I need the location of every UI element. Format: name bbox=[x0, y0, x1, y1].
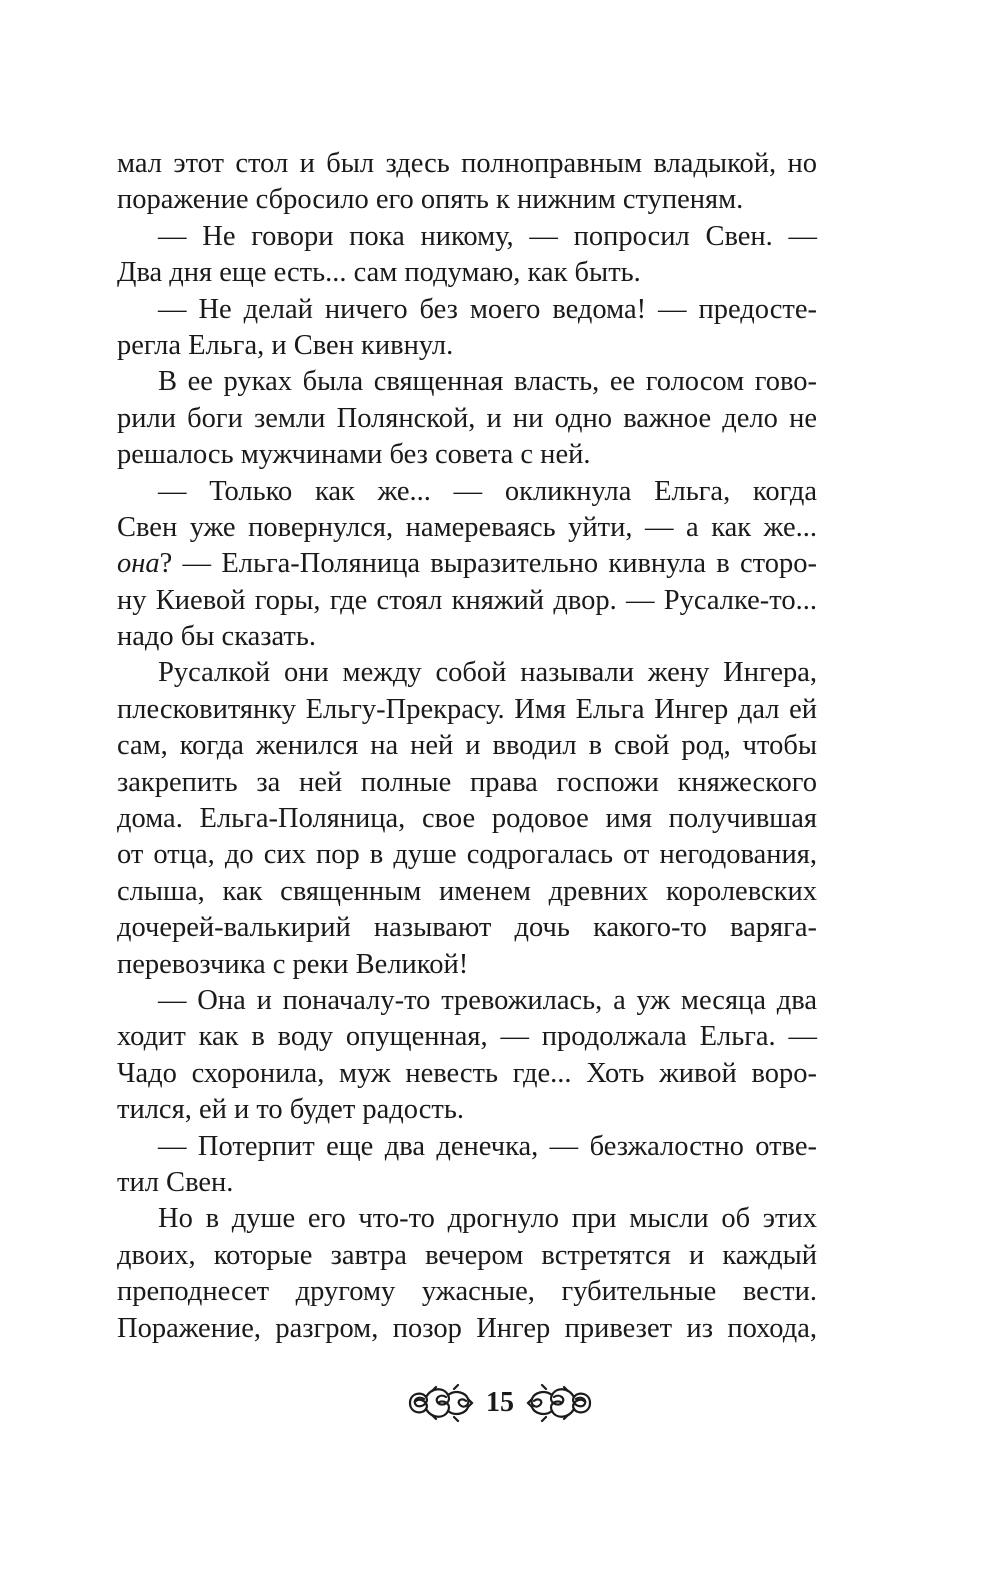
line-text: закрепить за ней полные права госпожи княжеского bbox=[117, 766, 817, 798]
text-line bbox=[117, 546, 817, 582]
line-text: перевозчика с реки Великой! bbox=[117, 948, 469, 980]
text-line bbox=[117, 292, 817, 328]
page-number: 15 bbox=[486, 1387, 514, 1418]
text-line bbox=[117, 874, 817, 910]
line-text: — Не говори пока никому, — попросил Свен. — bbox=[158, 220, 817, 252]
text-line bbox=[117, 1238, 817, 1274]
line-text: решалось мужчинами без совета с ней. bbox=[117, 439, 591, 471]
line-text: рили боги земли Полянской, и ни одно важное дело не bbox=[117, 402, 817, 434]
text-line bbox=[117, 947, 817, 983]
line-text: Русалкой они между собой называли жену Ингера, bbox=[158, 657, 817, 689]
text-line bbox=[117, 437, 817, 473]
text-line bbox=[117, 1092, 817, 1128]
text-line bbox=[117, 255, 817, 291]
text-line bbox=[117, 182, 817, 218]
line-text: плесковитянку Ельгу-Прекрасу. Имя Ельга Ингер дал ей bbox=[117, 693, 817, 725]
line-text: В ее руках была священная власть, ее голосом гово- bbox=[158, 366, 817, 398]
line-text: тил Свен. bbox=[117, 1166, 234, 1198]
text-line bbox=[117, 837, 817, 873]
left-knot-ornament-icon bbox=[406, 1383, 474, 1423]
text-line bbox=[117, 1201, 817, 1237]
line-text: сам, когда женился на ней и вводил в свой род, чтобы bbox=[117, 730, 817, 762]
line-text: мал этот стол и был здесь полноправным владыкой, но bbox=[117, 148, 817, 179]
body-text bbox=[117, 146, 817, 1347]
right-knot-ornament-icon bbox=[526, 1383, 594, 1423]
text-line bbox=[117, 728, 817, 764]
line-text: — Она и поначалу-то тревожилась, а уж месяца два bbox=[158, 984, 817, 1016]
line-text: — Только как же... — окликнула Ельга, когда bbox=[158, 475, 817, 507]
text-line bbox=[117, 619, 817, 655]
line-text: Свен уже повернулся, намереваясь уйти, — а как же... bbox=[117, 511, 817, 543]
text-line bbox=[117, 146, 817, 182]
text-line bbox=[117, 692, 817, 728]
text-line bbox=[117, 1311, 817, 1347]
line-text: надо бы сказать. bbox=[117, 621, 317, 653]
text-line bbox=[117, 474, 817, 510]
line-text: регла Ельга, и Свен кивнул. bbox=[117, 329, 454, 361]
line-text: слыша, как священным именем древних королевских bbox=[117, 875, 817, 907]
italic-word: она bbox=[117, 548, 160, 580]
line-text: Два дня еще есть... сам подумаю, как быть. bbox=[117, 257, 641, 289]
text-line bbox=[117, 910, 817, 946]
line-text: Поражение, разгром, позор Ингер привезет из похода, bbox=[117, 1312, 817, 1344]
text-line bbox=[117, 1165, 817, 1201]
line-text: от отца, до сих пор в душе содрогалась от негодования, bbox=[117, 839, 817, 871]
line-text: Чадо схоронила, муж невесть где... Хоть живой воро- bbox=[117, 1057, 817, 1089]
line-text: тился, ей и то будет радость. bbox=[117, 1094, 464, 1126]
text-line bbox=[117, 219, 817, 255]
line-text: ходит как в воду опущенная, — продолжала Ельга. — bbox=[117, 1021, 817, 1053]
text-line bbox=[117, 1274, 817, 1310]
line-text: ? — Ельга-Поляница выразительно кивнула в сторо- bbox=[159, 548, 817, 580]
text-line bbox=[117, 1129, 817, 1165]
line-text: ну Киевой горы, где стоял княжий двор. — Русалке-то... bbox=[117, 584, 817, 616]
line-text: преподнесет другому ужасные, губительные вести. bbox=[117, 1276, 817, 1308]
text-line bbox=[117, 401, 817, 437]
line-text: — Не делай ничего без моего ведома! — предосте- bbox=[158, 293, 817, 325]
line-text: дома. Ельга-Поляница, свое родовое имя получившая bbox=[117, 803, 817, 835]
line-text: — Потерпит еще два денечка, — безжалостно отве- bbox=[158, 1130, 817, 1162]
line-text: двоих, которые завтра вечером встретятся и каждый bbox=[117, 1239, 817, 1271]
text-line bbox=[117, 364, 817, 400]
page-footer bbox=[0, 1380, 1000, 1426]
text-line bbox=[117, 510, 817, 546]
line-text: поражение сбросило его опять к нижним ступеням. bbox=[117, 184, 744, 216]
text-line bbox=[117, 1019, 817, 1055]
text-line bbox=[117, 983, 817, 1019]
text-line bbox=[117, 1056, 817, 1092]
line-text: дочерей-валькирий называют дочь какого-то варяга- bbox=[117, 912, 817, 944]
text-line bbox=[117, 765, 817, 801]
text-line bbox=[117, 328, 817, 364]
text-line bbox=[117, 583, 817, 619]
text-line bbox=[117, 801, 817, 837]
line-text: Но в душе его что-то дрогнуло при мысли об этих bbox=[158, 1203, 817, 1235]
text-line bbox=[117, 655, 817, 691]
